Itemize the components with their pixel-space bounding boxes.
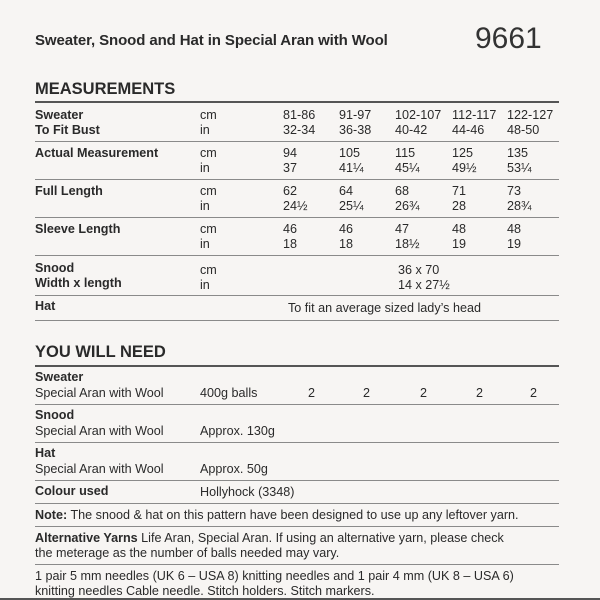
divider — [35, 295, 559, 296]
colour-used-label: Colour used — [35, 484, 109, 498]
divider — [35, 101, 559, 103]
divider — [35, 526, 559, 527]
size-cm-4: 112-117 — [452, 108, 497, 122]
size-in-2: 36-38 — [339, 123, 372, 137]
to-fit-bust-label: To Fit Bust — [35, 123, 100, 137]
length-cm-2: 64 — [339, 184, 354, 198]
width-length-label: Width x length — [35, 276, 122, 290]
unit-in: in — [200, 123, 210, 137]
pattern-number: 9661 — [475, 22, 542, 55]
divider — [35, 365, 559, 367]
hat-amount: Approx. 50g — [200, 462, 268, 476]
divider — [35, 404, 559, 405]
snood-size-cm: 36 x 70 — [398, 263, 440, 277]
divider — [35, 141, 559, 142]
balls-count-3: 2 — [420, 386, 428, 400]
colour-value: Hollyhock (3348) — [200, 485, 295, 499]
unit-cm: cm — [200, 108, 217, 122]
sleeve-cm-3: 47 — [395, 222, 410, 236]
size-in-3: 40-42 — [395, 123, 428, 137]
sleeve-in-3: 18½ — [395, 237, 420, 251]
divider — [35, 255, 559, 256]
hat-size-value: To fit an average sized lady’s head — [288, 301, 481, 315]
length-in-5: 28¾ — [507, 199, 532, 213]
sleeve-in-4: 19 — [452, 237, 467, 251]
need-hat-yarn: Special Aran with Wool — [35, 462, 164, 476]
actual-cm-3: 115 — [395, 146, 416, 160]
actual-in-5: 53¼ — [507, 161, 532, 175]
unit-cm: cm — [200, 263, 217, 277]
unit-cm: cm — [200, 184, 217, 198]
actual-in-3: 45¼ — [395, 161, 420, 175]
balls-count-1: 2 — [308, 386, 316, 400]
needles-line-2: knitting needles Cable needle. Stitch holders. Stitch markers. — [35, 584, 375, 598]
sleeve-cm-4: 48 — [452, 222, 467, 236]
divider — [35, 480, 559, 481]
length-in-3: 26¾ — [395, 199, 420, 213]
balls-unit: 400g balls — [200, 386, 258, 400]
need-hat-label: Hat — [35, 446, 56, 460]
unit-cm: cm — [200, 146, 217, 160]
balls-count-2: 2 — [363, 386, 371, 400]
divider — [35, 564, 559, 565]
divider — [35, 217, 559, 218]
actual-cm-4: 125 — [452, 146, 474, 160]
length-cm-4: 71 — [452, 184, 467, 198]
alternative-line-1 — [35, 531, 504, 546]
unit-cm: cm — [200, 222, 217, 236]
actual-in-2: 41¼ — [339, 161, 364, 175]
sleeve-cm-5: 48 — [507, 222, 522, 236]
unit-in: in — [200, 278, 210, 292]
size-cm-1: 81-86 — [283, 108, 316, 122]
divider — [35, 503, 559, 504]
pattern-title: Sweater, Snood and Hat in Special Aran with Wool — [35, 32, 388, 49]
actual-cm-1: 94 — [283, 146, 298, 160]
note-label: Note: — [35, 508, 68, 522]
divider — [35, 442, 559, 443]
balls-count-4: 2 — [476, 386, 484, 400]
unit-in: in — [200, 237, 210, 251]
need-snood-label: Snood — [35, 408, 75, 422]
actual-cm-2: 105 — [339, 146, 361, 160]
unit-in: in — [200, 161, 210, 175]
actual-cm-5: 135 — [507, 146, 529, 160]
alternative-yarns-label: Alternative Yarns — [35, 531, 138, 545]
size-cm-2: 91-97 — [339, 108, 372, 122]
size-in-5: 48-50 — [507, 123, 540, 137]
divider — [35, 179, 559, 180]
note-text: The snood & hat on this pattern have been designed to use up any leftover yarn. — [70, 508, 519, 522]
need-sweater-label: Sweater — [35, 370, 84, 384]
need-snood-yarn: Special Aran with Wool — [35, 424, 164, 438]
alternative-yarns-text: Life Aran, Special Aran. If using an alternative yarn, please check — [141, 531, 504, 545]
snood-amount: Approx. 130g — [200, 424, 275, 438]
unit-in: in — [200, 199, 210, 213]
length-cm-1: 62 — [283, 184, 298, 198]
length-cm-3: 68 — [395, 184, 410, 198]
size-in-1: 32-34 — [283, 123, 316, 137]
length-in-4: 28 — [452, 199, 467, 213]
size-cm-3: 102-107 — [395, 108, 442, 122]
hat-label: Hat — [35, 299, 56, 313]
balls-count-5: 2 — [530, 386, 538, 400]
measurements-heading: MEASUREMENTS — [35, 80, 176, 98]
you-will-need-heading: YOU WILL NEED — [35, 343, 166, 361]
snood-label: Snood — [35, 261, 75, 275]
sleeve-in-5: 19 — [507, 237, 522, 251]
size-in-4: 44-46 — [452, 123, 485, 137]
size-cm-5: 122-127 — [507, 108, 554, 122]
sleeve-in-1: 18 — [283, 237, 298, 251]
sleeve-in-2: 18 — [339, 237, 354, 251]
note-line — [35, 508, 519, 523]
sleeve-cm-1: 46 — [283, 222, 298, 236]
snood-size-in: 14 x 27½ — [398, 278, 450, 292]
sleeve-length-label: Sleeve Length — [35, 222, 121, 236]
actual-in-4: 49½ — [452, 161, 477, 175]
full-length-label: Full Length — [35, 184, 103, 198]
length-in-2: 25¼ — [339, 199, 364, 213]
need-sweater-yarn: Special Aran with Wool — [35, 386, 164, 400]
sweater-label: Sweater — [35, 108, 84, 122]
alternative-line-2: the meterage as the number of balls needed may vary. — [35, 546, 340, 560]
actual-in-1: 37 — [283, 161, 298, 175]
length-in-1: 24½ — [283, 199, 308, 213]
actual-measurement-label: Actual Measurement — [35, 146, 159, 160]
length-cm-5: 73 — [507, 184, 522, 198]
divider — [35, 320, 559, 321]
needles-line-1: 1 pair 5 mm needles (UK 6 – USA 8) knitting needles and 1 pair 4 mm (UK 8 – USA 6) — [35, 569, 514, 583]
sleeve-cm-2: 46 — [339, 222, 354, 236]
